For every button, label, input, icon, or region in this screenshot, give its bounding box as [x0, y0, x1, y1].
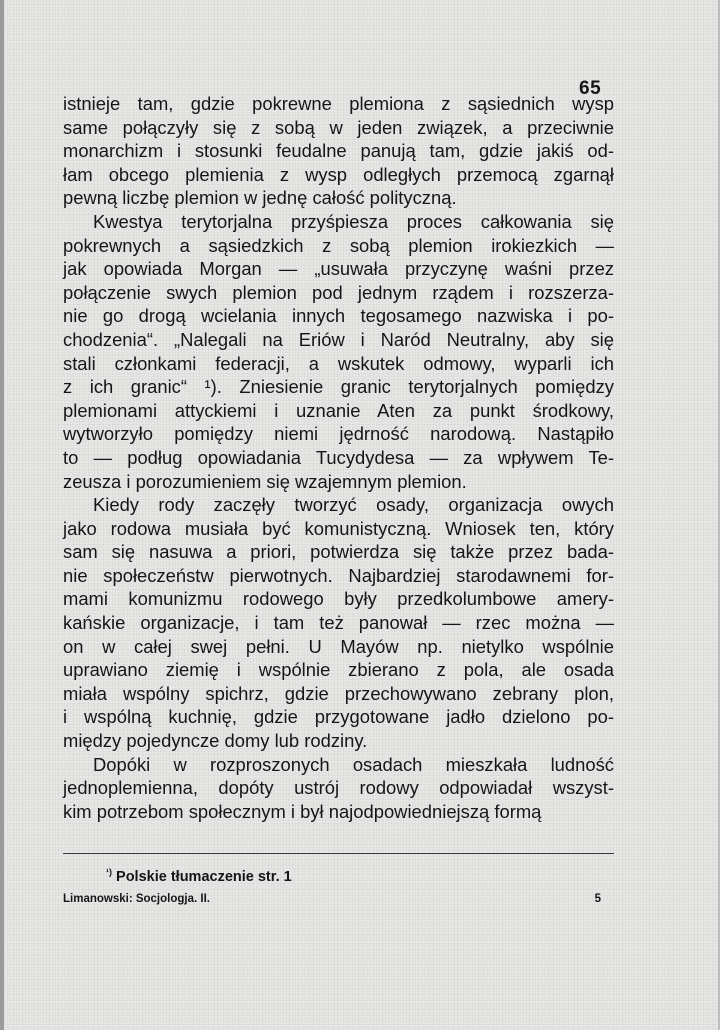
text-line: mami komunizmu rodowego były przedkolumbowe amery- — [63, 588, 614, 610]
text-line: same połączyły się z sobą w jeden związek, a przeciwnie — [63, 116, 614, 138]
text-line: istnieje tam, gdzie pokrewne plemiona z sąsiednich wysp — [63, 93, 614, 114]
text-line: między pojedyncze domy lub rodziny. — [63, 730, 368, 752]
footnote-text: Polskie tłumaczenie str. 1 — [116, 869, 292, 885]
text-line: pewną liczbę plemion w jednę całość polityczną. — [63, 187, 457, 209]
printer-signature — [63, 893, 601, 905]
text-line: to — podług opowiadania Tucydydesa — za wpływem Te- — [63, 446, 614, 468]
text-line: sam się nasuwa a priori, potwierdza się także przez bada- — [63, 541, 614, 563]
text-line: Dopóki w rozproszonych osadach mieszkała ludność — [93, 753, 614, 775]
text-line: Kiedy rody zaczęły tworzyć osady, organizacja owych — [93, 494, 614, 516]
paragraph — [63, 493, 614, 753]
footnote-marker: ¹) — [106, 867, 112, 877]
text-line: stali członkami federacji, a wskutek odmowy, wyparli ich — [63, 352, 614, 374]
page-edge-left — [0, 0, 4, 1030]
footnote-rule — [63, 853, 614, 854]
text-line: Kwestya terytorjalna przyśpiesza proces całkowania się — [93, 210, 614, 232]
body-text — [63, 92, 614, 823]
text-line: plemionami attyckiemi i uznanie Aten za punkt środkowy, — [63, 399, 614, 421]
text-line: zeusza i porozumieniem się wzajemnym plemion. — [63, 470, 467, 492]
text-line: pokrewnych a sąsiedzkich z sobą plemion irokiezkich — — [63, 234, 614, 256]
text-line: i wspólną kuchnię, gdzie przygotowane jadło dzielono po- — [63, 706, 614, 728]
text-line: łam obcego plemienia z wysp odległych przemocą zgarnął — [63, 163, 614, 185]
text-line: monarchizm i stosunki feudalne panują tam, gdzie jakiś od- — [63, 140, 614, 162]
text-line: nie go drogą wcielania innych tegosamego nazwiska i po- — [63, 305, 614, 327]
text-line: on w całej swej pełni. U Mayów np. nietylko wspólnie — [63, 635, 614, 657]
page-number: 65 — [579, 78, 602, 99]
text-line: wytworzyło pomiędzy niemi jędrność narodową. Nastąpiło — [63, 423, 614, 445]
signature-right: 5 — [594, 893, 601, 905]
text-line: miała wspólny spichrz, gdzie przechowywano zebrany plon, — [63, 682, 614, 704]
paragraph — [63, 92, 614, 210]
text-line: nie społeczeństw pierwotnych. Najbardziej starodawnemi for- — [63, 564, 614, 586]
text-line: połączenie swych plemion pod jednym rządem i rozszerza- — [63, 281, 614, 303]
paragraph — [63, 210, 614, 493]
text-line: jak opowiada Morgan — „usuwała przyczynę waśni przez — [63, 258, 614, 280]
text-line: jako rodowa musiała być komunistyczną. Wniosek ten, który — [63, 517, 614, 539]
text-line: kim potrzebom społecznym i był najodpowiedniejszą formą — [63, 800, 542, 822]
text-line: kańskie organizacje, i tam też panował — rzec można — — [63, 612, 614, 634]
text-line: z ich granic“ ¹). Zniesienie granic terytorjalnych pomiędzy — [63, 376, 614, 398]
paragraph — [63, 753, 614, 824]
text-line: jednoplemienna, dopóty ustrój rodowy odpowiadał wszyst- — [63, 777, 614, 799]
footnote — [106, 867, 292, 885]
signature-left: Limanowski: Socjologja. II. — [63, 893, 210, 905]
text-line: chodzenia“. „Nalegali na Eriów i Naród Neutralny, aby się — [63, 328, 614, 350]
text-line: uprawiano ziemię i wspólnie zbierano z pola, ale osada — [63, 659, 614, 681]
